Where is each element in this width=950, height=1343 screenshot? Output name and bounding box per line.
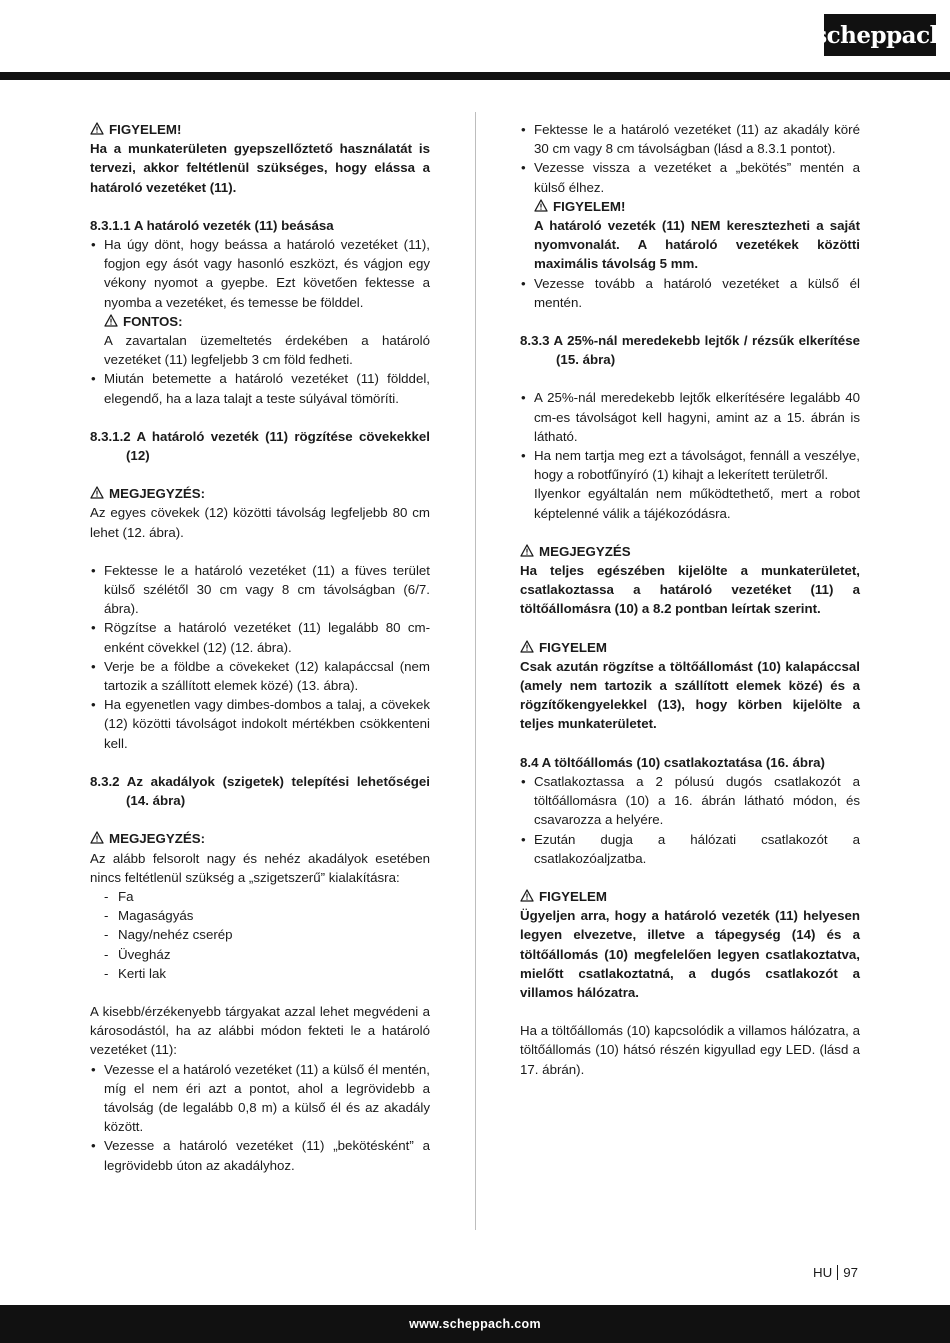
warning-heading: FIGYELEM <box>520 887 860 906</box>
obstacle-item: - Üvegház <box>90 945 430 964</box>
obstacle-item: - Fa <box>90 887 430 906</box>
list-item: • Vezesse el a határoló vezetéket (11) a külső él mentén, míg el nem éri azt a pontot, ahol a legrövidebb a távolság (de legalább 0,8 m) a külső él és az akadály között. <box>90 1060 430 1137</box>
right-column <box>520 120 860 1079</box>
warning-triangle-icon <box>520 640 534 653</box>
important-text: A zavartalan üzemeltetés érdekében a határoló vezetéket (11) legfeljebb 3 cm föld fedheti. <box>104 333 430 368</box>
list-item: • Csatlakoztassa a 2 pólusú dugós csatlakozót a töltőállomásra (10) a 16. ábrán látható módon, és csavarozza a helyére. <box>520 772 860 830</box>
note-text: Az egyes cövekek (12) közötti távolság legfeljebb 80 cm lehet (12. ábra). <box>90 505 430 540</box>
section-heading: 8.3.3 A 25%-nál meredekebb lejtők / rézsűk elkerítése (15. ábra) <box>520 333 860 368</box>
paragraph: A kisebb/érzékenyebb tárgyakat azzal lehet megvédeni a károsodástól, ha az alábbi módon fekteti le a határoló vezetéket (11): <box>90 1003 430 1058</box>
page-number-value: 97 <box>843 1265 858 1280</box>
page-number-separator <box>837 1265 838 1280</box>
list-item: • Ha úgy dönt, hogy beássa a határoló vezetéket (11), fogjon egy ásót vagy hasonló eszközt, és vágjon egy vékony nyomot a gyepbe. Ezt követően fektesse a nyomba a vezetéket, és temesse be földdel. <box>90 235 430 312</box>
list-item: • Fektesse le a határoló vezetéket (11) a füves terület külső szélétől 30 cm vagy 8 cm távolságban (6/7. ábra). <box>90 561 430 619</box>
list-item: • Vezesse tovább a határoló vezetéket a külső él mentén. <box>520 274 860 312</box>
section-heading: 8.3.2 Az akadályok (szigetek) telepítési lehetőségei (14. ábra) <box>90 773 430 809</box>
list-item: • Ezután dugja a hálózati csatlakozót a csatlakozóaljzatba. <box>520 830 860 868</box>
page-number <box>813 1265 858 1280</box>
obstacle-item: - Nagy/nehéz cserép <box>90 925 430 944</box>
warning-text: A határoló vezeték (11) NEM keresztezheti a saját nyomvonalát. A határoló vezetékek közötti maximális távolság 5 mm. <box>534 218 860 272</box>
note-heading: MEGJEGYZÉS: <box>90 829 430 848</box>
brand-name: scheppach <box>814 21 946 49</box>
list-item: • Rögzítse a határoló vezetéket (11) legalább 80 cm-enként cövekkel (12) (12. ábra). <box>90 618 430 656</box>
list-item: • Vezesse vissza a vezetéket a „bekötés” mentén a külső élhez. <box>520 158 860 196</box>
section-heading: 8.4 A töltőállomás (10) csatlakoztatása (16. ábra) <box>520 754 825 770</box>
footer-bar <box>0 1305 950 1343</box>
note-heading: MEGJEGYZÉS: <box>90 484 430 503</box>
list-item: • Miután betemette a határoló vezetéket (11) földdel, elegendő, ha a laza talajt a teste súlyával tömöríti. <box>90 369 430 407</box>
list-item-continuation: Ilyenkor egyáltalán nem működtethető, mert a robot képtelenné válik a tájékozódásra. <box>534 486 860 521</box>
obstacle-item: - Magaságyás <box>90 906 430 925</box>
warning-triangle-icon <box>90 122 104 135</box>
list-item: • Vezesse a határoló vezetéket (11) „bekötésként” a legrövidebb úton az akadályhoz. <box>90 1136 430 1174</box>
warning-triangle-icon <box>534 199 548 212</box>
warning-heading: FIGYELEM! <box>520 197 860 216</box>
warning-triangle-icon <box>520 889 534 902</box>
section-heading: 8.3.1.2 A határoló vezeték (11) rögzítése cövekekkel (12) <box>90 428 430 464</box>
warning-triangle-icon <box>90 486 104 499</box>
warning-text: Ha a munkaterületen gyepszellőztető használatát is tervezi, akkor feltétlenül szükséges, hogy elássa a határoló vezetéket (11). <box>90 141 430 195</box>
note-heading: MEGJEGYZÉS <box>520 542 860 561</box>
list-item: • A 25%-nál meredekebb lejtők elkerítésére legalább 40 cm-es távolságot kell hagyni, amint az a 15. ábrán is látható. <box>520 388 860 446</box>
language-code: HU <box>812 1265 833 1280</box>
left-column <box>90 120 430 1175</box>
note-text: Ha teljes egészében kijelölte a munkaterületet, csatlakoztassa a határoló vezetéket (11) a töltőállomásra (10) a 8.2 pontban leírtak szerint. <box>520 563 860 617</box>
warning-text: Csak azután rögzítse a töltőállomást (10) kalapáccsal (amely nem tartozik a szállított elemek közé) és a rögzítőkengyelekkel (13), hogy körben kijelölte a teljes munkaterületet. <box>520 658 860 732</box>
warning-heading: FIGYELEM <box>520 638 860 657</box>
warning-heading: FIGYELEM! <box>90 120 430 139</box>
paragraph: Ha a töltőállomás (10) kapcsolódik a villamos hálózatra, a töltőállomás (10) hátsó részén kigyullad egy LED. (lásd a 17. ábrán). <box>520 1023 860 1077</box>
header-rule <box>0 72 950 80</box>
list-item: • Ha egyenetlen vagy dimbes-dombos a talaj, a cövekek (12) közötti távolságot indokolt mértékben csökkenteni kell. <box>90 695 430 753</box>
list-item: • Verje be a földbe a cövekeket (12) kalapáccsal (nem tartozik a szállított elemek közé) (13. ábra). <box>90 657 430 695</box>
important-heading: FONTOS: <box>90 312 430 331</box>
warning-triangle-icon <box>90 831 104 844</box>
section-heading: 8.3.1.1 A határoló vezeték (11) beásása <box>90 217 334 233</box>
note-text: Az alább felsorolt nagy és nehéz akadályok esetében nincs feltétlenül szükség a „szigetszerű” kialakításra: <box>90 850 430 885</box>
warning-text: Ügyeljen arra, hogy a határoló vezeték (11) helyesen legyen elvezetve, illetve a tápegység (14) és a töltőállomás (10) megfelelően legyen csatlakoztatva, mielőtt csatlakoztatná, a dugós csatlakozót a villamos hálózatra. <box>520 908 860 1000</box>
warning-triangle-icon <box>104 314 118 327</box>
list-item: • Ha nem tartja meg ezt a távolságot, fennáll a veszélye, hogy a robotfűnyíró (1) kihajt a lekerített területről. <box>520 446 860 484</box>
column-divider <box>475 112 476 1230</box>
footer-url[interactable]: www.scheppach.com <box>409 1317 541 1331</box>
warning-triangle-icon <box>520 544 534 557</box>
obstacle-item: - Kerti lak <box>90 964 430 983</box>
brand-logo <box>814 14 946 56</box>
list-item: • Fektesse le a határoló vezetéket (11) az akadály köré 30 cm vagy 8 cm távolságban (lásd a 8.3.1 pontot). <box>520 120 860 158</box>
